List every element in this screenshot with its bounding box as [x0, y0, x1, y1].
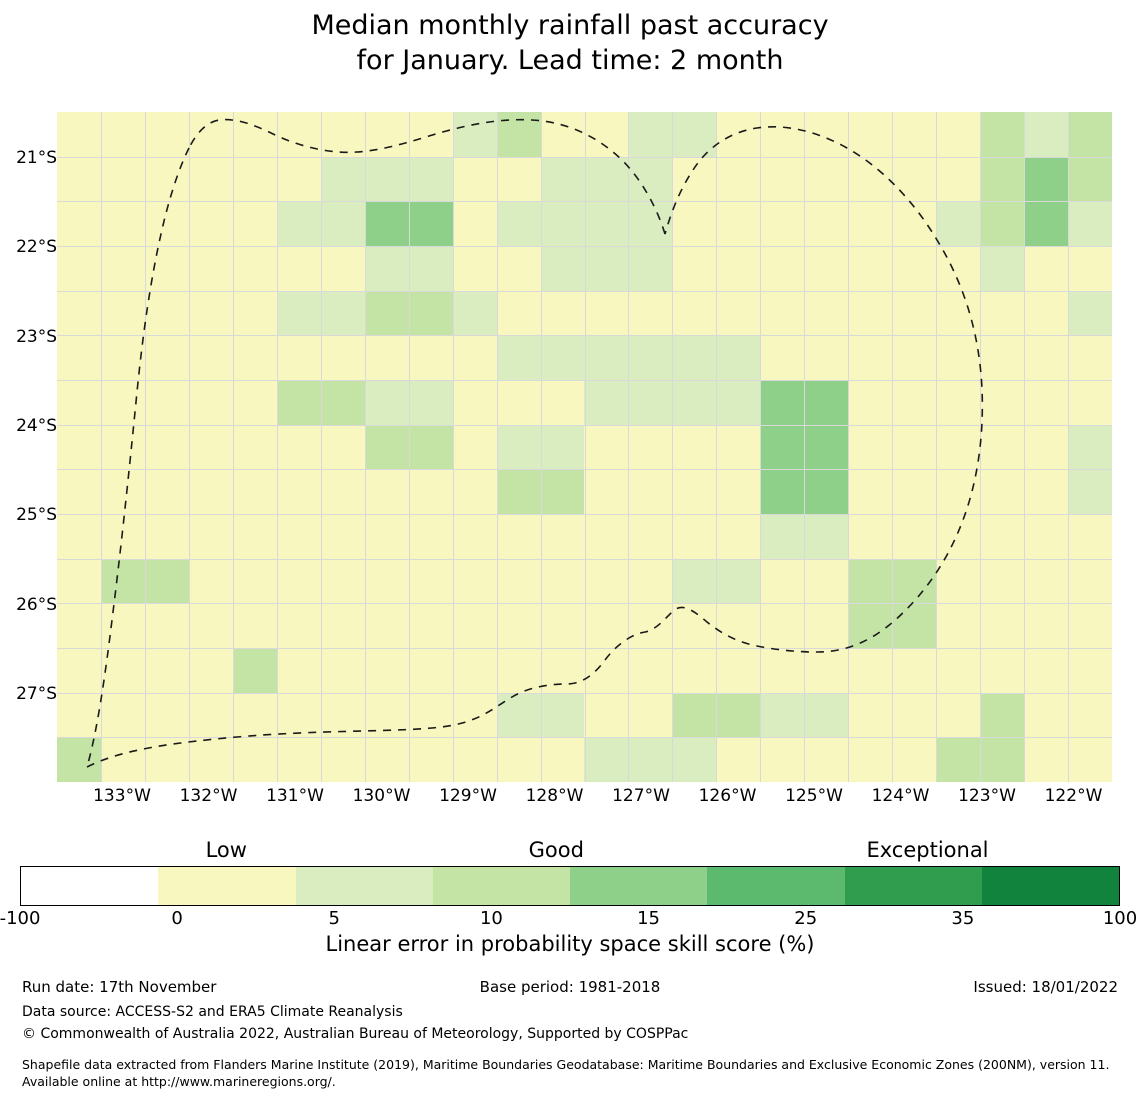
x-axis-tick-label: 128°W [525, 786, 584, 806]
shapefile-attribution-text: Shapefile data extracted from Flanders Marine Institute (2019), Maritime Boundaries Geodatabase: Maritime Boundaries and Exclusive Economic Zones (200NM), version 11. Available online at http://www.marineregions.org/. [22, 1057, 1110, 1089]
y-axis-tick-label: 22°S [16, 237, 57, 258]
x-axis-tick-label: 131°W [266, 786, 324, 806]
x-axis-tick-label: 130°W [352, 786, 411, 806]
chart-title [0, 0, 1140, 78]
colorbar-category-label: Low [205, 838, 247, 862]
colorbar-segment [570, 867, 707, 905]
y-axis-tick-label: 26°S [16, 594, 57, 615]
x-axis-tick-label: 123°W [958, 786, 1016, 806]
colorbar-axis-label: Linear error in probability space skill score (%) [325, 932, 815, 956]
colorbar-tick-label: 5 [328, 908, 341, 929]
colorbar-segment [21, 867, 158, 905]
x-axis-tick-label: 127°W [612, 786, 670, 806]
y-axis-tick-label: 25°S [16, 505, 57, 526]
colorbar-tick-label: 15 [637, 908, 661, 929]
footer [0, 978, 1140, 1095]
y-axis-labels [0, 112, 1140, 782]
x-axis-labels [57, 786, 1112, 814]
x-axis-tick-label: 129°W [439, 786, 497, 806]
colorbar-category-label: Exceptional [866, 838, 989, 862]
colorbar-category-labels [20, 838, 1120, 864]
colorbar-tick-label: -100 [0, 908, 41, 929]
x-axis-tick-label: 133°W [93, 786, 151, 806]
y-axis-tick-label: 21°S [16, 148, 57, 168]
run-date-text: Run date: 17th November [22, 978, 217, 996]
x-axis-tick-label: 122°W [1044, 786, 1103, 806]
colorbar-panel [0, 838, 1140, 958]
title-line-2: for January. Lead time: 2 month [356, 45, 784, 76]
title-line-1: Median monthly rainfall past accuracy [311, 10, 829, 41]
colorbar-segment [845, 867, 982, 905]
copyright-text: © Commonwealth of Australia 2022, Australian Bureau of Meteorology, Supported by COSPPac [22, 1026, 689, 1042]
colorbar-tick-label: 35 [951, 908, 975, 929]
colorbar-category-label: Good [528, 838, 584, 862]
colorbar-segment [158, 867, 295, 905]
colorbar [20, 866, 1120, 906]
x-axis-tick-label: 124°W [871, 786, 930, 806]
x-axis-tick-label: 125°W [785, 786, 843, 806]
data-source-text: Data source: ACCESS-S2 and ERA5 Climate Reanalysis [22, 1004, 403, 1020]
map-panel [0, 100, 1140, 806]
footer-top-row [22, 978, 1118, 1000]
y-axis-tick-label: 24°S [16, 415, 57, 436]
base-period-text: Base period: 1981-2018 [479, 978, 661, 996]
colorbar-segment [982, 867, 1119, 905]
issued-date-text: Issued: 18/01/2022 [973, 978, 1118, 996]
colorbar-tick-label: 100 [1102, 908, 1138, 929]
x-axis-tick-label: 132°W [179, 786, 238, 806]
colorbar-tick-label: 25 [794, 908, 818, 929]
y-axis-tick-label: 27°S [16, 683, 57, 704]
colorbar-tick-label: 0 [171, 908, 183, 929]
colorbar-segment [433, 867, 570, 905]
colorbar-segment [707, 867, 844, 905]
x-axis-tick-label: 126°W [698, 786, 757, 806]
colorbar-segment [296, 867, 433, 905]
colorbar-tick-label: 10 [479, 908, 503, 929]
colorbar-tick-labels [0, 908, 1138, 932]
y-axis-tick-label: 23°S [16, 326, 57, 347]
